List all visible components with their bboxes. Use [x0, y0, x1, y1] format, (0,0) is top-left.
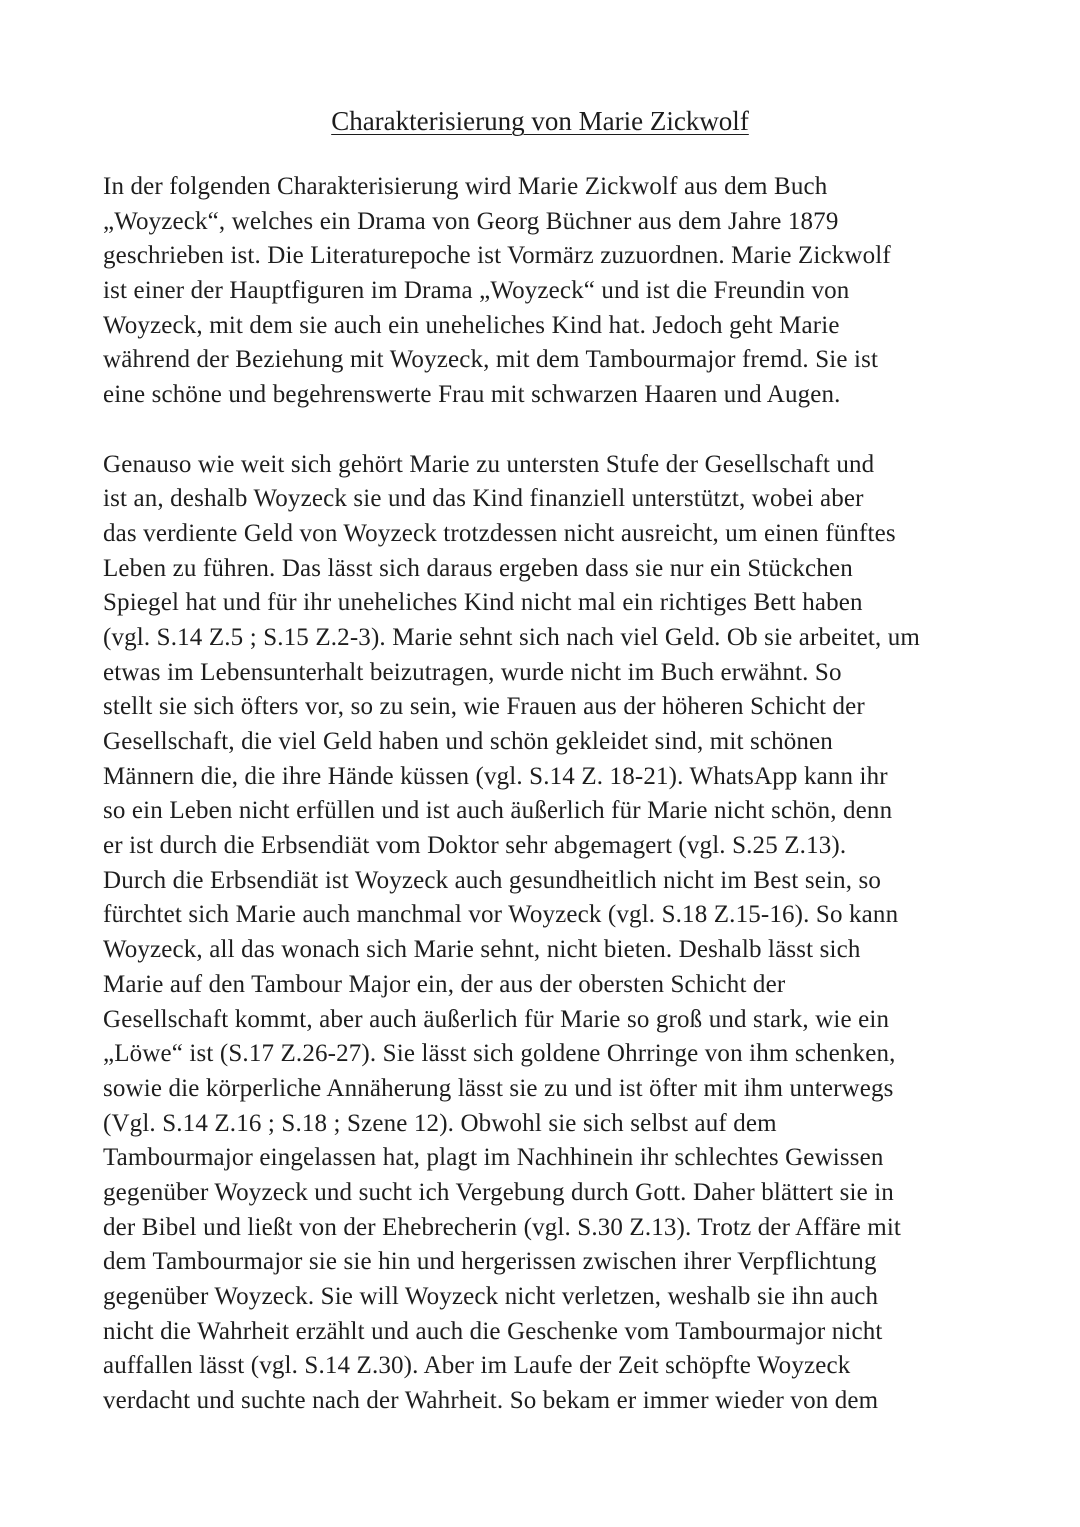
- paragraph-gap: [103, 413, 1003, 448]
- text-line: etwas im Lebensunterhalt beizutragen, wurde nicht im Buch erwähnt. So: [103, 658, 842, 686]
- text-line: In der folgenden Charakterisierung wird Marie Zickwolf aus dem Buch: [103, 173, 828, 200]
- text-line: geschrieben ist. Die Literaturepoche ist Vormärz zuzuordnen. Marie Zickwolf: [103, 242, 891, 270]
- text-line: Woyzeck, mit dem sie auch ein uneheliches Kind hat. Jedoch geht Marie: [103, 311, 840, 339]
- text-line: stellt sie sich öfters vor, so zu sein, wie Frauen aus der höheren Schicht der: [103, 693, 865, 721]
- text-line: Männern die, die ihre Hände küssen (vgl. S.14 Z. 18-21). WhatsApp kann ihr: [103, 762, 888, 790]
- text-line: fürchtet sich Marie auch manchmal vor Woyzeck (vgl. S.18 Z.15-16). So kann: [103, 901, 899, 929]
- text-line: Spiegel hat und für ihr uneheliches Kind nicht mal ein richtiges Bett haben: [103, 589, 863, 617]
- text-line: „Woyzeck“, welches ein Drama von Georg Büchner aus dem Jahre 1879: [103, 207, 839, 235]
- text-line: sowie die körperliche Annäherung lässt sie zu und ist öfter mit ihm unterwegs: [103, 1074, 894, 1102]
- text-line: (vgl. S.14 Z.5 ; S.15 Z.2-3). Marie sehnt sich nach viel Geld. Ob sie arbeitet, um: [103, 623, 920, 651]
- text-line: (Vgl. S.14 Z.16 ; S.18 ; Szene 12). Obwohl sie sich selbst auf dem: [103, 1109, 777, 1137]
- text-line: Genauso wie weit sich gehört Marie zu untersten Stufe der Gesellschaft und: [103, 450, 875, 478]
- text-line: auffallen lässt (vgl. S.14 Z.30). Aber im Laufe der Zeit schöpfte Woyzeck: [103, 1352, 851, 1380]
- text-line: Durch die Erbsendiät ist Woyzeck auch gesundheitlich nicht im Best sein, so: [103, 866, 882, 894]
- text-line: ist einer der Hauptfiguren im Drama „Woyzeck“ und ist die Freundin von: [103, 277, 850, 305]
- text-line: gegenüber Woyzeck. Sie will Woyzeck nicht verletzen, weshalb sie ihn auch: [103, 1283, 879, 1310]
- text-line: Tambourmajor eingelassen hat, plagt im Nachhinein ihr schlechtes Gewissen: [103, 1144, 884, 1172]
- text-line: Woyzeck, all das wonach sich Marie sehnt, nicht bieten. Deshalb lässt sich: [103, 936, 861, 964]
- text-line: verdacht und suchte nach der Wahrheit. So bekam er immer wieder von dem: [103, 1387, 879, 1415]
- text-line: eine schöne und begehrenswerte Frau mit schwarzen Haaren und Augen.: [103, 381, 841, 409]
- text-line: Gesellschaft kommt, aber auch äußerlich für Marie so groß und stark, wie ein: [103, 1005, 890, 1033]
- document-body: [103, 170, 1003, 1419]
- text-line: ist an, deshalb Woyzeck sie und das Kind finanziell unterstützt, wobei aber: [103, 485, 864, 513]
- text-line: so ein Leben nicht erfüllen und ist auch äußerlich für Marie nicht schön, denn: [103, 797, 893, 825]
- paragraph-introduction: [103, 170, 1003, 413]
- text-line: er ist durch die Erbsendiät vom Doktor sehr abgemagert (vgl. S.25 Z.13).: [103, 832, 847, 860]
- text-line: nicht die Wahrheit erzählt und auch die Geschenke vom Tambourmajor nicht: [103, 1317, 883, 1345]
- text-line: dem Tambourmajor sie sie hin und hergerissen zwischen ihrer Verpflichtung: [103, 1248, 877, 1276]
- document-title: Charakterisierung von Marie Zickwolf: [331, 106, 749, 136]
- text-line: der Bibel und ließt von der Ehebrecherin (vgl. S.30 Z.13). Trotz der Affäre mit: [103, 1213, 902, 1241]
- text-line: gegenüber Woyzeck und sucht ich Vergebung durch Gott. Daher blättert sie in: [103, 1178, 894, 1206]
- paragraph-main: [103, 448, 1003, 1419]
- text-line: das verdiente Geld von Woyzeck trotzdessen nicht ausreicht, um einen fünftes: [103, 519, 896, 547]
- text-line: „Löwe“ ist (S.17 Z.26-27). Sie lässt sich goldene Ohrringe von ihm schenken,: [103, 1040, 896, 1068]
- text-line: Marie auf den Tambour Major ein, der aus der obersten Schicht der: [103, 970, 786, 998]
- text-line: Gesellschaft, die viel Geld haben und schön gekleidet sind, mit schönen: [103, 728, 833, 755]
- text-line: Leben zu führen. Das lässt sich daraus ergeben dass sie nur ein Stückchen: [103, 554, 853, 582]
- text-line: während der Beziehung mit Woyzeck, mit dem Tambourmajor fremd. Sie ist: [103, 346, 879, 374]
